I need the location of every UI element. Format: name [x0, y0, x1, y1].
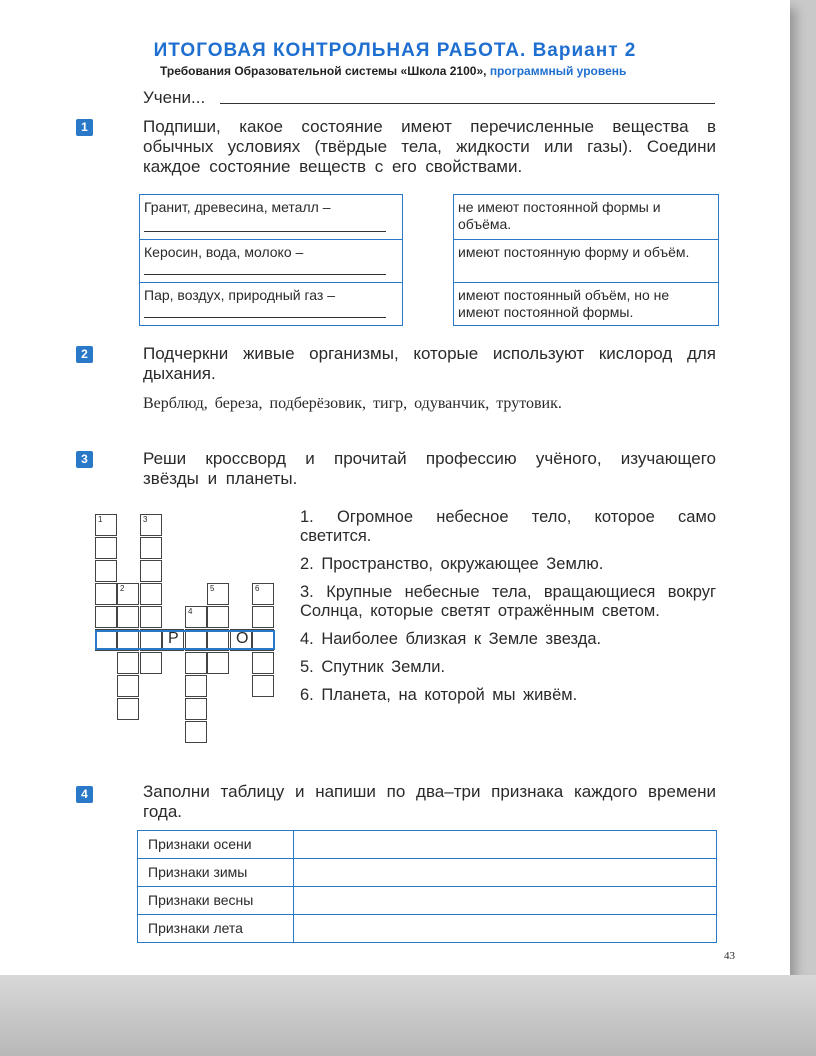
- crossword-cell[interactable]: [117, 652, 139, 674]
- table-row: [138, 914, 716, 942]
- clue-item: 4. Наиболее близкая к Земле звезда.: [300, 630, 602, 648]
- clue-item: 6. Планета, на которой мы живём.: [300, 686, 578, 704]
- given-letter: Р: [168, 630, 179, 647]
- crossword-cell[interactable]: [95, 583, 117, 605]
- answer-line[interactable]: [144, 231, 386, 232]
- task-4-text: Заполни таблицу и напиши по два–три признака каждого времени года.: [143, 782, 716, 821]
- task-1-text: Подпиши, какое состояние имеют перечисленные вещества в обычных условиях (твёрдые тела, жидкости или газы). Соедини каждое состояние веществ с его свойствами.: [143, 117, 716, 176]
- table-row: [138, 858, 716, 886]
- crossword-cell[interactable]: [140, 560, 162, 582]
- crossword-cell[interactable]: [117, 675, 139, 697]
- crossword-cell[interactable]: [117, 698, 139, 720]
- crossword-cell[interactable]: [117, 606, 139, 628]
- crossword-cell[interactable]: [140, 537, 162, 559]
- cell-number: 1: [98, 515, 103, 524]
- crossword-cell[interactable]: [140, 606, 162, 628]
- properties-table: [453, 194, 719, 326]
- crossword-cell[interactable]: [252, 652, 274, 674]
- crossword-cell[interactable]: [117, 583, 139, 605]
- substance-label: Керосин, вода, молоко –: [144, 244, 304, 260]
- organisms-list[interactable]: Верблюд, береза, подберёзовик, тигр, одуванчик, трутовик.: [143, 395, 562, 412]
- crossword-cell[interactable]: [252, 606, 274, 628]
- task-4-number: 4: [76, 786, 93, 803]
- property-row[interactable]: не имеют постоянной формы и объёма.: [458, 199, 661, 232]
- property-row[interactable]: имеют постоянный объём, но не имеют постоянной формы.: [454, 282, 718, 325]
- crossword-cell[interactable]: [185, 606, 207, 628]
- crossword-cell[interactable]: [252, 675, 274, 697]
- crossword-cell[interactable]: [252, 583, 274, 605]
- cell-number: 4: [188, 607, 193, 616]
- crossword-clues: [300, 508, 716, 714]
- crossword-cell[interactable]: [140, 583, 162, 605]
- cell-number: 2: [120, 584, 125, 593]
- page-title: ИТОГОВАЯ КОНТРОЛЬНАЯ РАБОТА. Вариант 2: [153, 40, 637, 61]
- crossword-cell[interactable]: [95, 606, 117, 628]
- task-2-number: 2: [76, 346, 93, 363]
- season-label: Признаки осени: [138, 831, 294, 858]
- table-row: [138, 831, 716, 858]
- season-label: Признаки весны: [138, 887, 294, 914]
- crossword-cell[interactable]: [185, 698, 207, 720]
- clue-item: 5. Спутник Земли.: [300, 658, 446, 676]
- answer-line[interactable]: [144, 274, 386, 275]
- crossword-cell[interactable]: [207, 583, 229, 605]
- page-number: 43: [724, 950, 735, 962]
- given-letter: О: [236, 630, 249, 647]
- property-row[interactable]: имеют постоянную форму и объём.: [454, 239, 718, 282]
- season-label: Признаки зимы: [138, 859, 294, 886]
- clue-item: 1. Огромное небесное тело, которое само светится.: [300, 508, 716, 545]
- clue-item: 2. Пространство, окружающее Землю.: [300, 555, 604, 573]
- student-name-line[interactable]: [220, 103, 715, 104]
- task-1-number: 1: [76, 119, 93, 136]
- answer-line[interactable]: [144, 317, 386, 318]
- crossword-cell[interactable]: [185, 675, 207, 697]
- cell-number: 6: [255, 584, 260, 593]
- page-subtitle: [160, 64, 626, 78]
- subtitle-main: Требования Образовательной системы «Школа 2100»,: [160, 64, 487, 78]
- subtitle-level: программный уровень: [489, 64, 627, 78]
- student-label: Учени...: [143, 88, 206, 107]
- task-3-number: 3: [76, 451, 93, 468]
- substance-row: [140, 282, 402, 325]
- scan-shadow: [0, 975, 816, 1056]
- crossword-cell[interactable]: [207, 652, 229, 674]
- task-2-text: Подчеркни живые организмы, которые используют кислород для дыхания.: [143, 344, 716, 383]
- crossword-cell[interactable]: [140, 652, 162, 674]
- table-row: [138, 886, 716, 914]
- substance-label: Гранит, древесина, металл –: [144, 199, 331, 215]
- substance-row: [140, 195, 402, 239]
- crossword-cell[interactable]: [185, 652, 207, 674]
- cell-number: 3: [143, 515, 148, 524]
- crossword-cell[interactable]: [185, 721, 207, 743]
- substance-label: Пар, воздух, природный газ –: [144, 287, 336, 303]
- cell-number: 5: [210, 584, 215, 593]
- crossword-cell[interactable]: [95, 537, 117, 559]
- substances-table: [139, 194, 403, 326]
- crossword-cell[interactable]: [95, 560, 117, 582]
- season-label: Признаки лета: [138, 915, 294, 942]
- substance-row: [140, 239, 402, 282]
- task-3-text: Реши кроссворд и прочитай профессию учёного, изучающего звёзды и планеты.: [143, 449, 716, 488]
- seasons-table: [137, 830, 717, 943]
- crossword-cell[interactable]: [140, 514, 162, 536]
- clue-item: 3. Крупные небесные тела, вращающиеся вокруг Солнца, которые светят отражённым светом.: [300, 583, 716, 620]
- crossword-cell[interactable]: [207, 606, 229, 628]
- crossword-cell[interactable]: [95, 514, 117, 536]
